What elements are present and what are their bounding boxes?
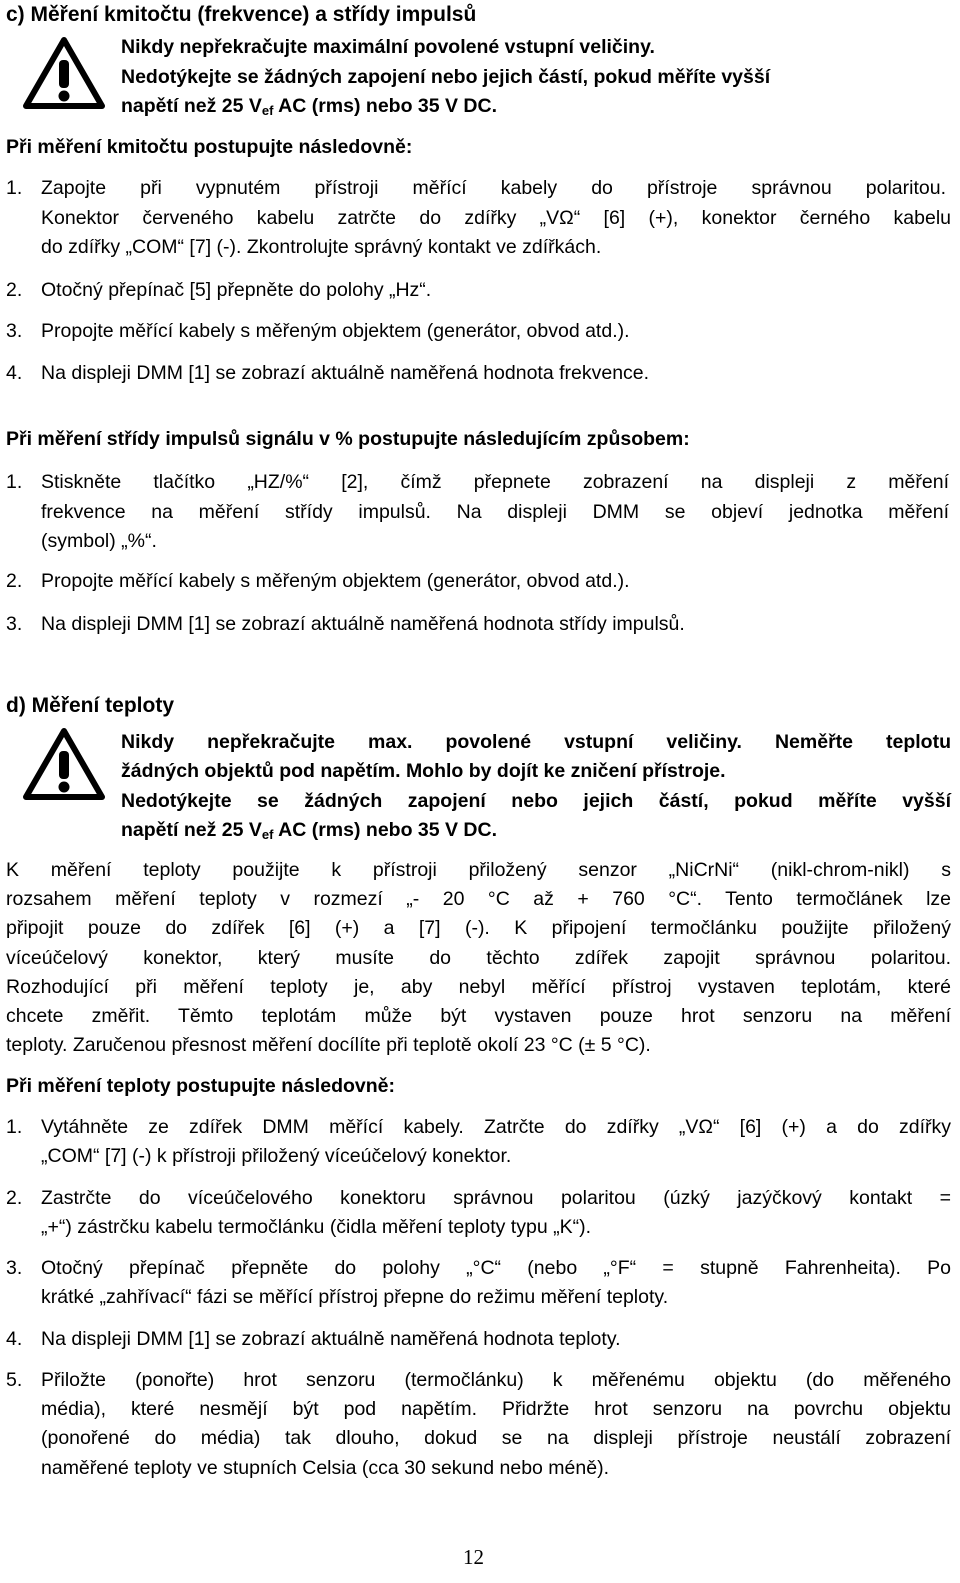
freq-step-4-number: 4.	[6, 362, 23, 384]
duty-step-1-line-3: (symbol) „%“.	[41, 530, 157, 552]
temp-paragraph-line-5: Rozhodující při měření teploty je, aby nebyl měřící přístroj vystaven teplotám, které	[6, 976, 951, 998]
warning-d-line-4: napětí než 25 Vef AC (rms) nebo 35 V DC.	[121, 819, 498, 842]
temp-paragraph-line-1: K měření teploty použijte k přístroji přiložený senzor „NiCrNi“ (nikl-chrom-nikl) s	[6, 859, 951, 881]
temp-step-5-number: 5.	[6, 1369, 23, 1391]
warning-d-line-1: Nikdy nepřekračujte max. povolené vstupní veličiny. Neměřte teplotu	[121, 731, 951, 753]
temp-step-2-line-2: „+“) zástrčku kabelu termočlánku (čidla měření teploty typu „K“).	[41, 1216, 591, 1238]
temp-step-3-line-1: Otočný přepínač přepněte do polohy „°C“ (nebo „°F“ = stupně Fahrenheita). Po	[41, 1257, 951, 1279]
temp-step-2-line-1: Zastrčte do víceúčelového konektoru správnou polaritou (úzký jazýčkový kontakt =	[41, 1187, 951, 1209]
duty-step-3-number: 3.	[6, 613, 23, 635]
temp-step-5-line-1: Přiložte (ponořte) hrot senzoru (termočlánku) k měřenému objektu (do měřeného	[41, 1369, 951, 1391]
temp-paragraph-line-3: připojit pouze do zdířek [6] (+) a [7] (-). K připojení termočlánku použijte přiložený	[6, 917, 951, 939]
section-c-title: c) Měření kmitočtu (frekvence) a střídy impulsů	[6, 3, 477, 26]
duty-step-2-text: Propojte měřící kabely s měřeným objektem (generátor, obvod atd.).	[41, 570, 630, 592]
freq-step-3-text: Propojte měřící kabely s měřeným objektem (generátor, obvod atd.).	[41, 320, 630, 342]
warning-d-line-3: Nedotýkejte se žádných zapojení nebo jejich částí, pokud měříte vyšší	[121, 790, 951, 812]
warning-triangle-icon	[22, 36, 106, 110]
freq-step-1-number: 1.	[6, 177, 23, 199]
freq-intro: Při měření kmitočtu postupujte následovně:	[6, 136, 413, 158]
freq-step-3-number: 3.	[6, 320, 23, 342]
duty-intro: Při měření střídy impulsů signálu v % postupujte následujícím způsobem:	[6, 428, 690, 450]
temp-step-1-line-2: „COM“ [7] (-) k přístroji přiložený víceúčelový konektor.	[41, 1145, 512, 1167]
duty-step-1-line-2: frekvence na měření střídy impulsů. Na displeji DMM se objeví jednotka měření	[41, 501, 949, 523]
temp-intro: Při měření teploty postupujte následovně:	[6, 1075, 395, 1097]
duty-step-3-text: Na displeji DMM [1] se zobrazí aktuálně naměřená hodnota střídy impulsů.	[41, 613, 685, 635]
duty-step-2-number: 2.	[6, 570, 23, 592]
duty-step-1-line-1: Stiskněte tlačítko „HZ/%“ [2], čímž přepnete zobrazení na displeji z měření	[41, 471, 949, 493]
warning-triangle-icon	[22, 727, 106, 801]
warning-d-line-2: žádných objektů pod napětím. Mohlo by dojít ke zničení přístroje.	[121, 760, 726, 782]
temp-step-5-line-3: (ponořené do média) tak dlouho, dokud se na displeji přístroje neustálí zobrazení	[41, 1427, 951, 1449]
temp-step-4-text: Na displeji DMM [1] se zobrazí aktuálně naměřená hodnota teploty.	[41, 1328, 621, 1350]
temp-paragraph-line-4: víceúčelový konektor, který musíte do těchto zdířek zapojit správnou polaritou.	[6, 947, 951, 969]
temp-paragraph-line-6: chcete změřit. Těmto teplotám může být vystaven pouze hrot senzoru na měření	[6, 1005, 951, 1027]
freq-step-1-line-1: Zapojte při vypnutém přístroji měřící kabely do přístroje správnou polaritou.	[41, 177, 946, 199]
warning-c-line-3: napětí než 25 Vef AC (rms) nebo 35 V DC.	[121, 95, 498, 118]
temp-step-1-number: 1.	[6, 1116, 23, 1138]
warning-c-line-1: Nikdy nepřekračujte maximální povolené vstupní veličiny.	[121, 36, 655, 58]
freq-step-2-text: Otočný přepínač [5] přepněte do polohy „Hz“.	[41, 279, 432, 301]
temp-step-4-number: 4.	[6, 1328, 23, 1350]
freq-step-1-line-2: Konektor červeného kabelu zatrčte do zdířky „VΩ“ [6] (+), konektor černého kabelu	[41, 207, 951, 229]
section-d-title: d) Měření teploty	[6, 694, 175, 717]
freq-step-1-line-3: do zdířky „COM“ [7] (-). Zkontrolujte správný kontakt ve zdířkách.	[41, 236, 602, 258]
temp-step-1-line-1: Vytáhněte ze zdířek DMM měřící kabely. Zatrčte do zdířky „VΩ“ [6] (+) a do zdířky	[41, 1116, 951, 1138]
duty-step-1-number: 1.	[6, 471, 23, 493]
warning-c-line-2: Nedotýkejte se žádných zapojení nebo jejich částí, pokud měříte vyšší	[121, 66, 771, 88]
temp-step-3-number: 3.	[6, 1257, 23, 1279]
temp-step-3-line-2: krátké „zahřívací“ fázi se měřící přístroj přepne do režimu měření teploty.	[41, 1286, 669, 1308]
temp-step-2-number: 2.	[6, 1187, 23, 1209]
freq-step-2-number: 2.	[6, 279, 23, 301]
page-number: 12	[463, 1545, 484, 1569]
temp-step-5-line-2: média), které nesmějí být pod napětím. Přidržte hrot senzoru na povrchu objektu	[41, 1398, 951, 1420]
temp-step-5-line-4: naměřené teploty ve stupních Celsia (cca 30 sekund nebo méně).	[41, 1457, 609, 1479]
temp-paragraph-line-7: teploty. Zaručenou přesnost měření docílíte při teplotě okolí 23 °C (± 5 °C).	[6, 1034, 651, 1056]
temp-paragraph-line-2: rozsahem měření teploty v rozmezí „- 20 °C až + 760 °C“. Tento termočlánek lze	[6, 888, 951, 910]
freq-step-4-text: Na displeji DMM [1] se zobrazí aktuálně naměřená hodnota frekvence.	[41, 362, 650, 384]
